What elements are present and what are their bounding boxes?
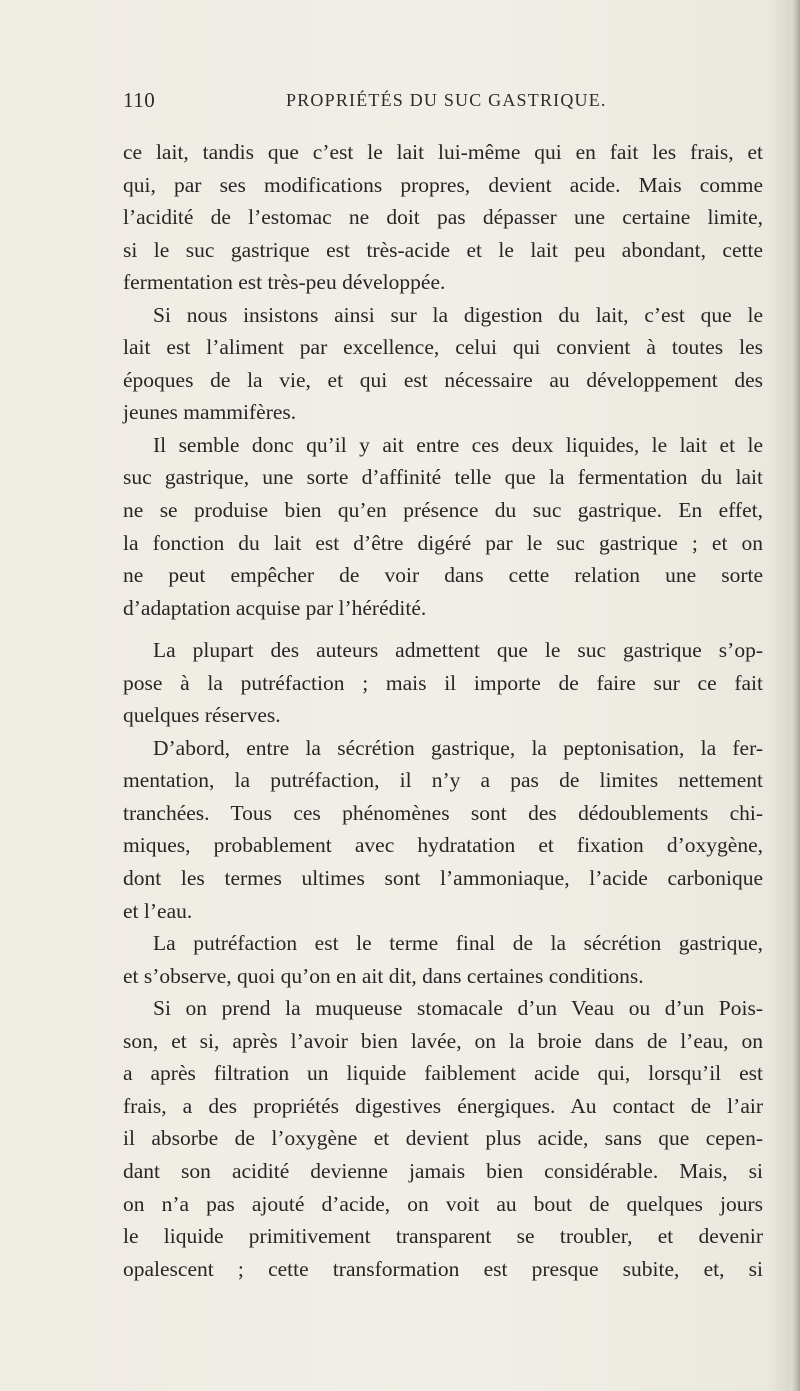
page-number: 110 bbox=[123, 88, 156, 112]
text-line: jeunes mammifères. bbox=[123, 400, 297, 425]
text-line: il absorbe de l’oxygène et devient plus acide, sans que cepen- bbox=[123, 1126, 763, 1151]
text-line: La putréfaction est le terme final de la sécrétion gastrique, bbox=[153, 931, 763, 956]
text-line: fermentation est très-peu développée. bbox=[123, 270, 446, 295]
running-title: PROPRIÉTÉS DU SUC GASTRIQUE. bbox=[286, 90, 607, 110]
text-line: Il semble donc qu’il y ait entre ces deux liquides, le lait et le bbox=[153, 432, 763, 457]
text-line: ce lait, tandis que c’est le lait lui-même qui en fait les frais, et bbox=[123, 140, 763, 164]
paragraph bbox=[123, 136, 763, 299]
text-line: ne peut empêcher de voir dans cette relation une sorte bbox=[123, 563, 763, 588]
text-line: suc gastrique, une sorte d’affinité telle que la fermentation du lait bbox=[123, 465, 763, 490]
text-line: la fonction du lait est d’être digéré par le suc gastrique ; et on bbox=[123, 530, 763, 555]
text-line: d’adaptation acquise par l’hérédité. bbox=[123, 595, 427, 620]
text-line: La plupart des auteurs admettent que le suc gastrique s’op- bbox=[153, 638, 763, 663]
paragraph bbox=[123, 299, 763, 429]
text-line: Si nous insistons ainsi sur la digestion du lait, c’est que le bbox=[153, 302, 763, 327]
paragraph bbox=[123, 992, 763, 1285]
text-line: Si on prend la muqueuse stomacale d’un Veau ou d’un Pois- bbox=[153, 996, 763, 1021]
text-line: et l’eau. bbox=[123, 898, 193, 923]
page-edge bbox=[791, 0, 800, 1391]
text-line: frais, a des propriétés digestives énergiques. Au contact de l’air bbox=[123, 1093, 763, 1118]
text-line: le liquide primitivement transparent se troubler, et devenir bbox=[123, 1224, 763, 1249]
paragraph-gap bbox=[123, 624, 763, 634]
page-header bbox=[123, 88, 763, 122]
text-line: D’abord, entre la sécrétion gastrique, la peptonisation, la fer- bbox=[153, 735, 763, 760]
text-line: dont les termes ultimes sont l’ammoniaque, l’acide carbonique bbox=[123, 866, 763, 891]
text-line: on n’a pas ajouté d’acide, on voit au bout de quelques jours bbox=[123, 1191, 763, 1216]
paragraph bbox=[123, 429, 763, 624]
text-line: dant son acidité devienne jamais bien considérable. Mais, si bbox=[123, 1158, 763, 1183]
text-line: époques de la vie, et qui est nécessaire au développement des bbox=[123, 367, 763, 392]
text-line: a après filtration un liquide faiblement acide qui, lorsqu’il est bbox=[123, 1061, 763, 1086]
text-line: l’acidité de l’estomac ne doit pas dépasser une certaine limite, bbox=[123, 205, 763, 230]
paragraph bbox=[123, 927, 763, 992]
text-line: qui, par ses modifications propres, devient acide. Mais comme bbox=[123, 172, 763, 197]
text-line: tranchées. Tous ces phénomènes sont des dédoublements chi- bbox=[123, 800, 763, 825]
text-line: pose à la putréfaction ; mais il importe de faire sur ce fait bbox=[123, 670, 763, 695]
text-line: mentation, la putréfaction, il n’y a pas de limites nettement bbox=[123, 768, 763, 793]
paragraph bbox=[123, 634, 763, 732]
text-line: si le suc gastrique est très-acide et le lait peu abondant, cette bbox=[123, 237, 763, 262]
body-text bbox=[123, 136, 763, 1285]
text-line: quelques réserves. bbox=[123, 703, 281, 728]
paragraph bbox=[123, 732, 763, 927]
text-line: lait est l’aliment par excellence, celui qui convient à toutes les bbox=[123, 335, 763, 360]
text-line: et s’observe, quoi qu’on en ait dit, dans certaines conditions. bbox=[123, 963, 644, 988]
text-line: son, et si, après l’avoir bien lavée, on la broie dans de l’eau, on bbox=[123, 1028, 763, 1053]
text-line: opalescent ; cette transformation est presque subite, et, si bbox=[123, 1256, 763, 1281]
text-line: ne se produise bien qu’en présence du suc gastrique. En effet, bbox=[123, 498, 763, 523]
text-line: miques, probablement avec hydratation et fixation d’oxygène, bbox=[123, 833, 763, 858]
